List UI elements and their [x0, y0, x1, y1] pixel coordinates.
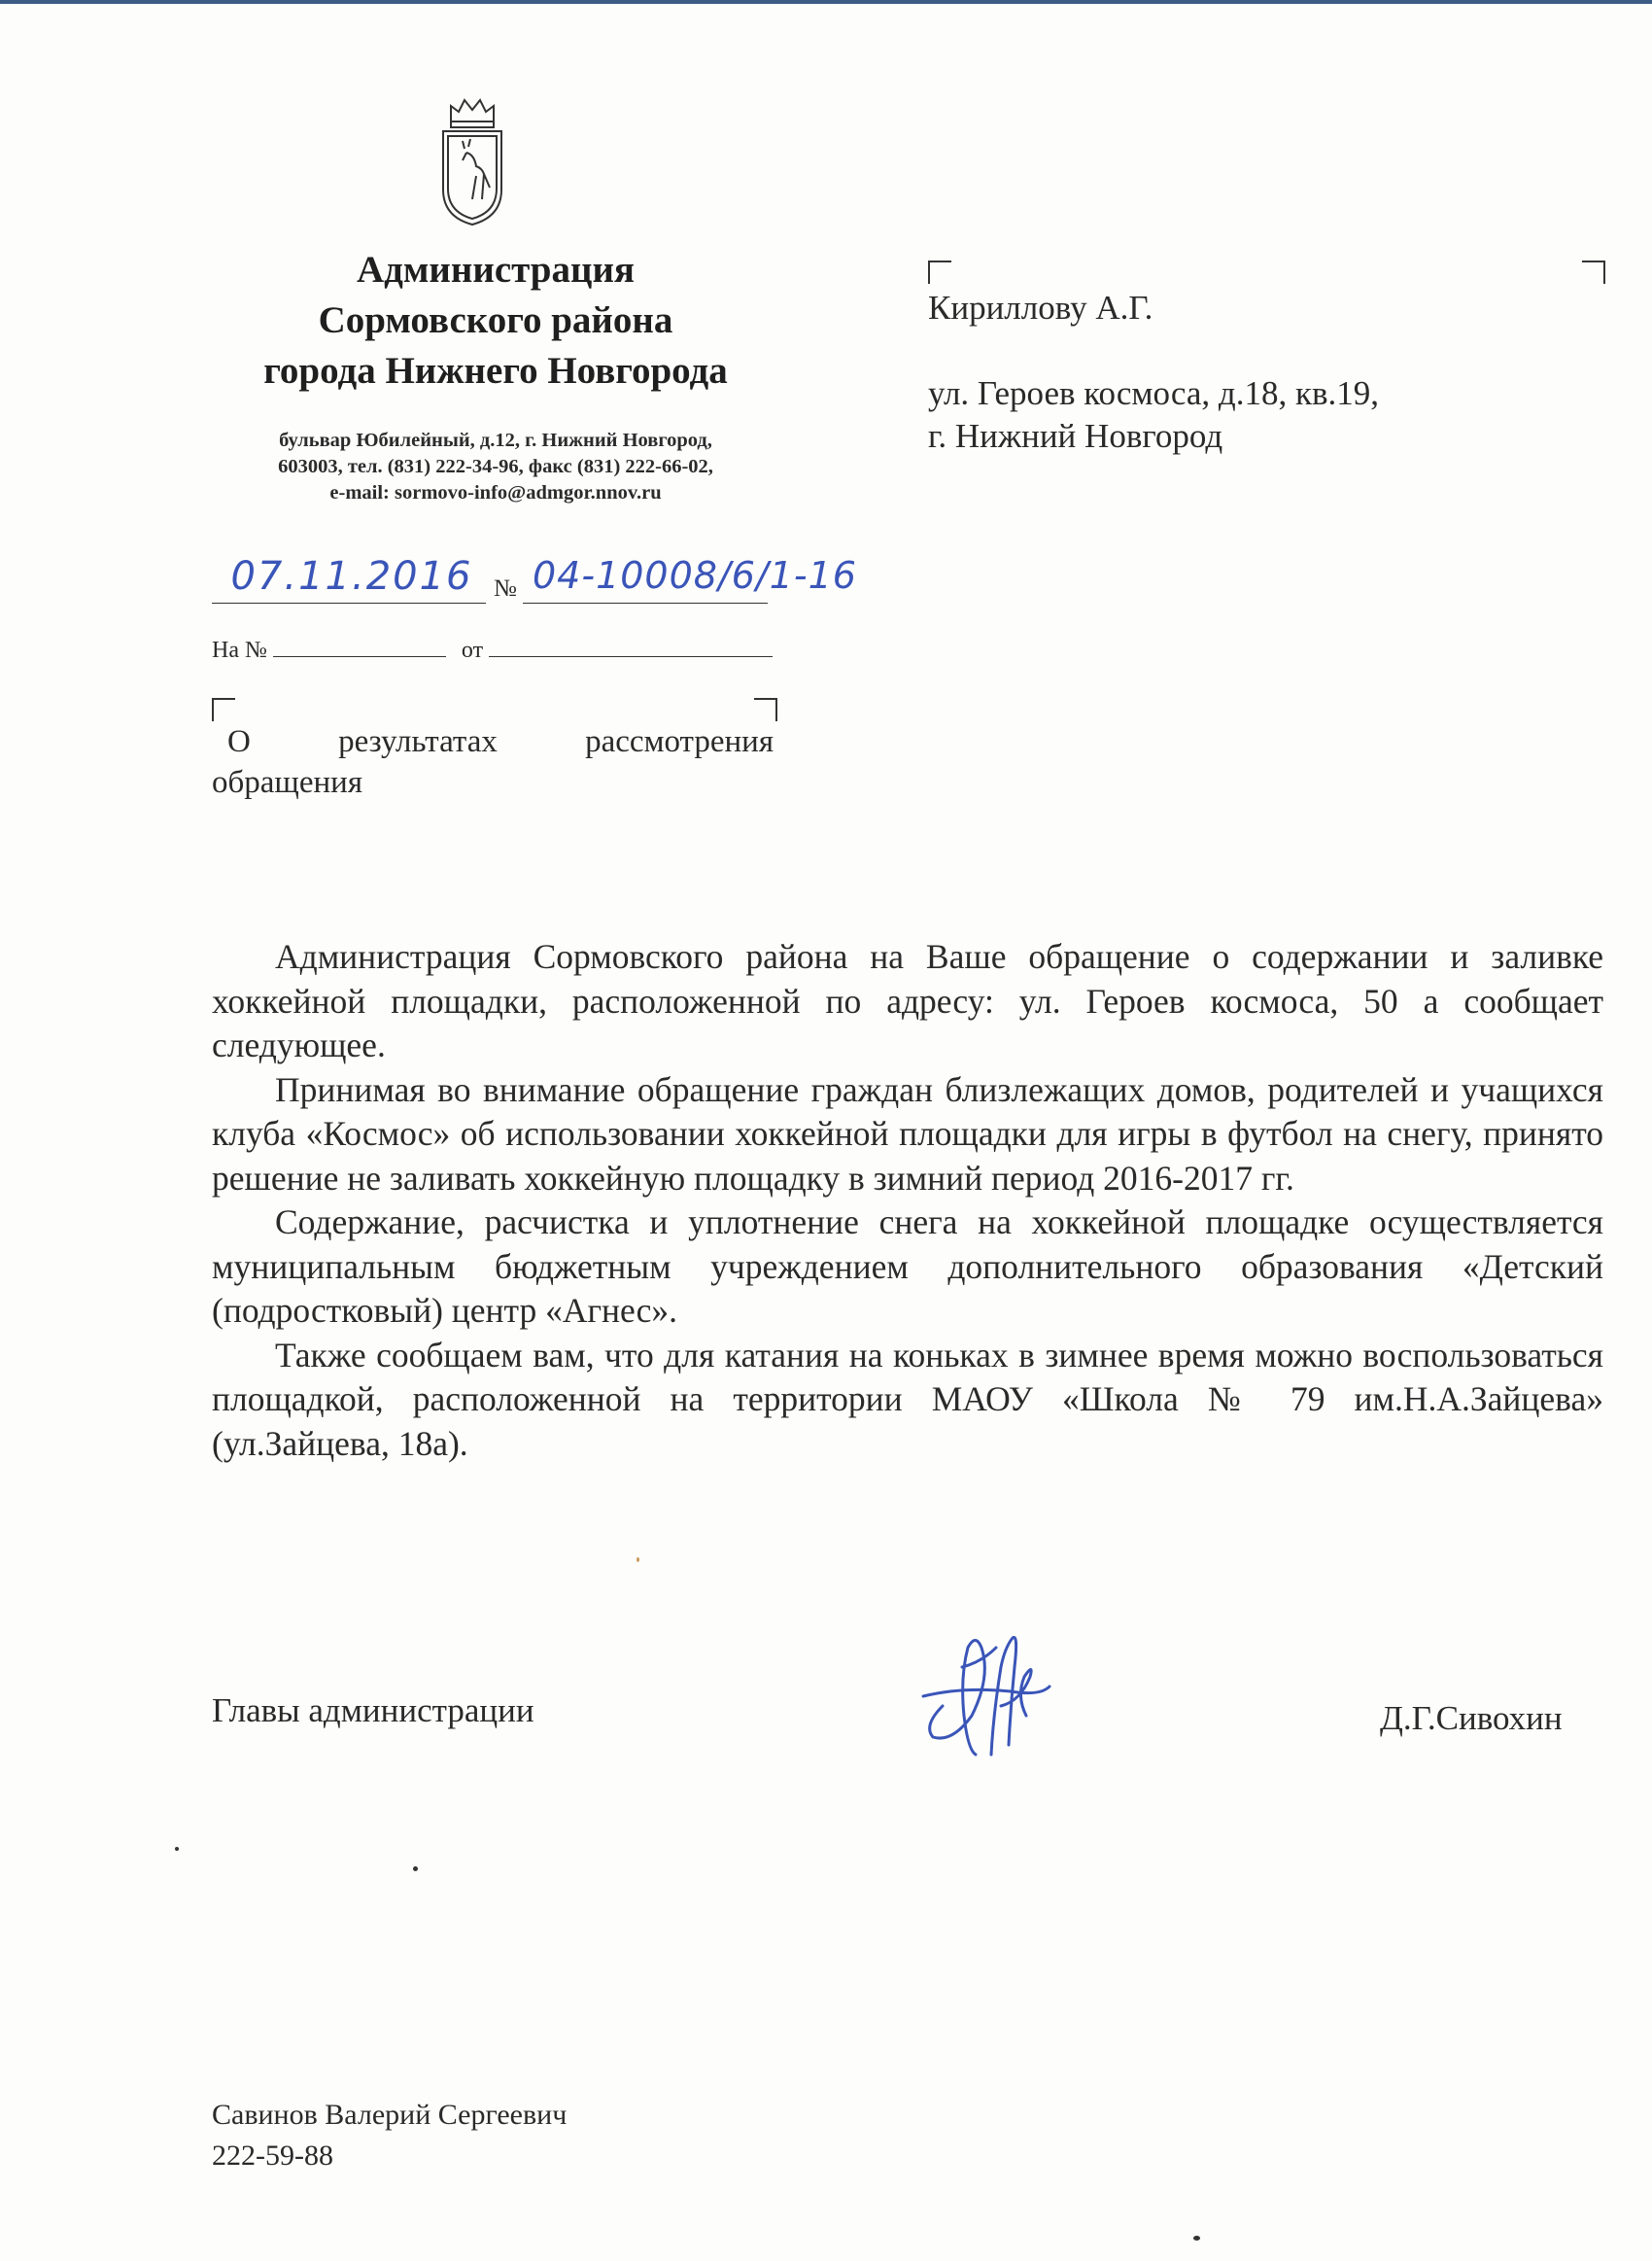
ref-date-blank	[489, 639, 773, 657]
body-paragraph-1: Администрация Сормовского района на Ваше обращение о содержании и заливке хоккейной площадки, расположенной по адресу: ул. Героев космоса, 50 а сообщает следующее.	[212, 937, 1603, 1064]
ref-from: от	[461, 638, 484, 663]
scan-speck	[1193, 2236, 1200, 2241]
addr-line3: e-mail: sormovo-info@admgor.nnov.ru	[329, 482, 662, 504]
registration-number: 04-10008/6/1-16	[533, 554, 857, 597]
ref-number-blank	[273, 639, 446, 657]
coat-of-arms-emblem	[437, 92, 507, 228]
addressee-name: Кириллову А.Г.	[928, 289, 1153, 327]
addressee-block	[928, 287, 1379, 458]
body-paragraph-3: Содержание, расчистка и уплотнение снега на хоккейной площадке осуществляется муниципальным бюджетным учреждением дополнительного образования «Детский (подростковый) центр «Агнес».	[212, 1202, 1603, 1330]
body-paragraph-4: Также сообщаем вам, что для катания на коньках в зимнее время можно воспользоваться площадкой, расположенной на территории МАОУ «Школа № 79 им.Н.А.Зайцева» (ул.Зайцева, 18а).	[212, 1335, 1603, 1463]
registration-date: 07.11.2016	[230, 554, 473, 599]
sender-organization	[185, 245, 807, 397]
subject-word-2: результатах	[338, 724, 498, 759]
addressee-city: г. Нижний Новгород	[928, 417, 1223, 455]
subject-corner-left	[212, 698, 235, 721]
org-name-line3: города Нижнего Новгорода	[263, 350, 728, 392]
number-underline	[523, 603, 768, 604]
sender-address	[185, 428, 807, 506]
signatory-title: Главы администрации	[212, 1691, 534, 1729]
addressee-corner-right	[1582, 261, 1605, 284]
letter-body	[212, 935, 1603, 1466]
executor-phone: 222-59-88	[212, 2139, 333, 2172]
scan-speck	[637, 1557, 639, 1562]
executor-name: Савинов Валерий Сергеевич	[212, 2099, 568, 2131]
number-sign: №	[494, 575, 517, 602]
addressee-street: ул. Героев космоса, д.18, кв.19,	[928, 374, 1380, 412]
addr-line2: 603003, тел. (831) 222-34-96, факс (831) 222-66-02,	[278, 456, 713, 477]
signatory-name: Д.Г.Сивохин	[1380, 1699, 1563, 1737]
ref-prefix: На №	[212, 638, 267, 663]
subject-word-1: О	[227, 724, 251, 759]
addressee-corner-left	[928, 261, 951, 284]
scan-speck	[175, 1847, 179, 1851]
subject-word-3: рассмотрения	[585, 724, 774, 759]
org-name-line2: Сормовского района	[318, 299, 673, 341]
date-underline	[212, 603, 486, 604]
letter-subject	[212, 721, 774, 803]
scan-speck	[413, 1866, 418, 1871]
reference-line	[212, 638, 773, 664]
subject-corner-right	[754, 698, 777, 721]
executor-block	[212, 2095, 567, 2176]
addr-line1: бульвар Юбилейный, д.12, г. Нижний Новгород,	[279, 430, 712, 451]
body-paragraph-2: Принимая во внимание обращение граждан близлежащих домов, родителей и учащихся клуба «Космос» об использовании хоккейной площадки для игры в футбол на снегу, принято решение не заливать хоккейную площадку в зимний период 2016-2017 гг.	[212, 1069, 1603, 1198]
handwritten-signature	[904, 1609, 1059, 1764]
scan-edge	[0, 0, 1652, 4]
org-name-line1: Администрация	[356, 249, 636, 291]
subject-line-2: обращения	[212, 765, 362, 800]
